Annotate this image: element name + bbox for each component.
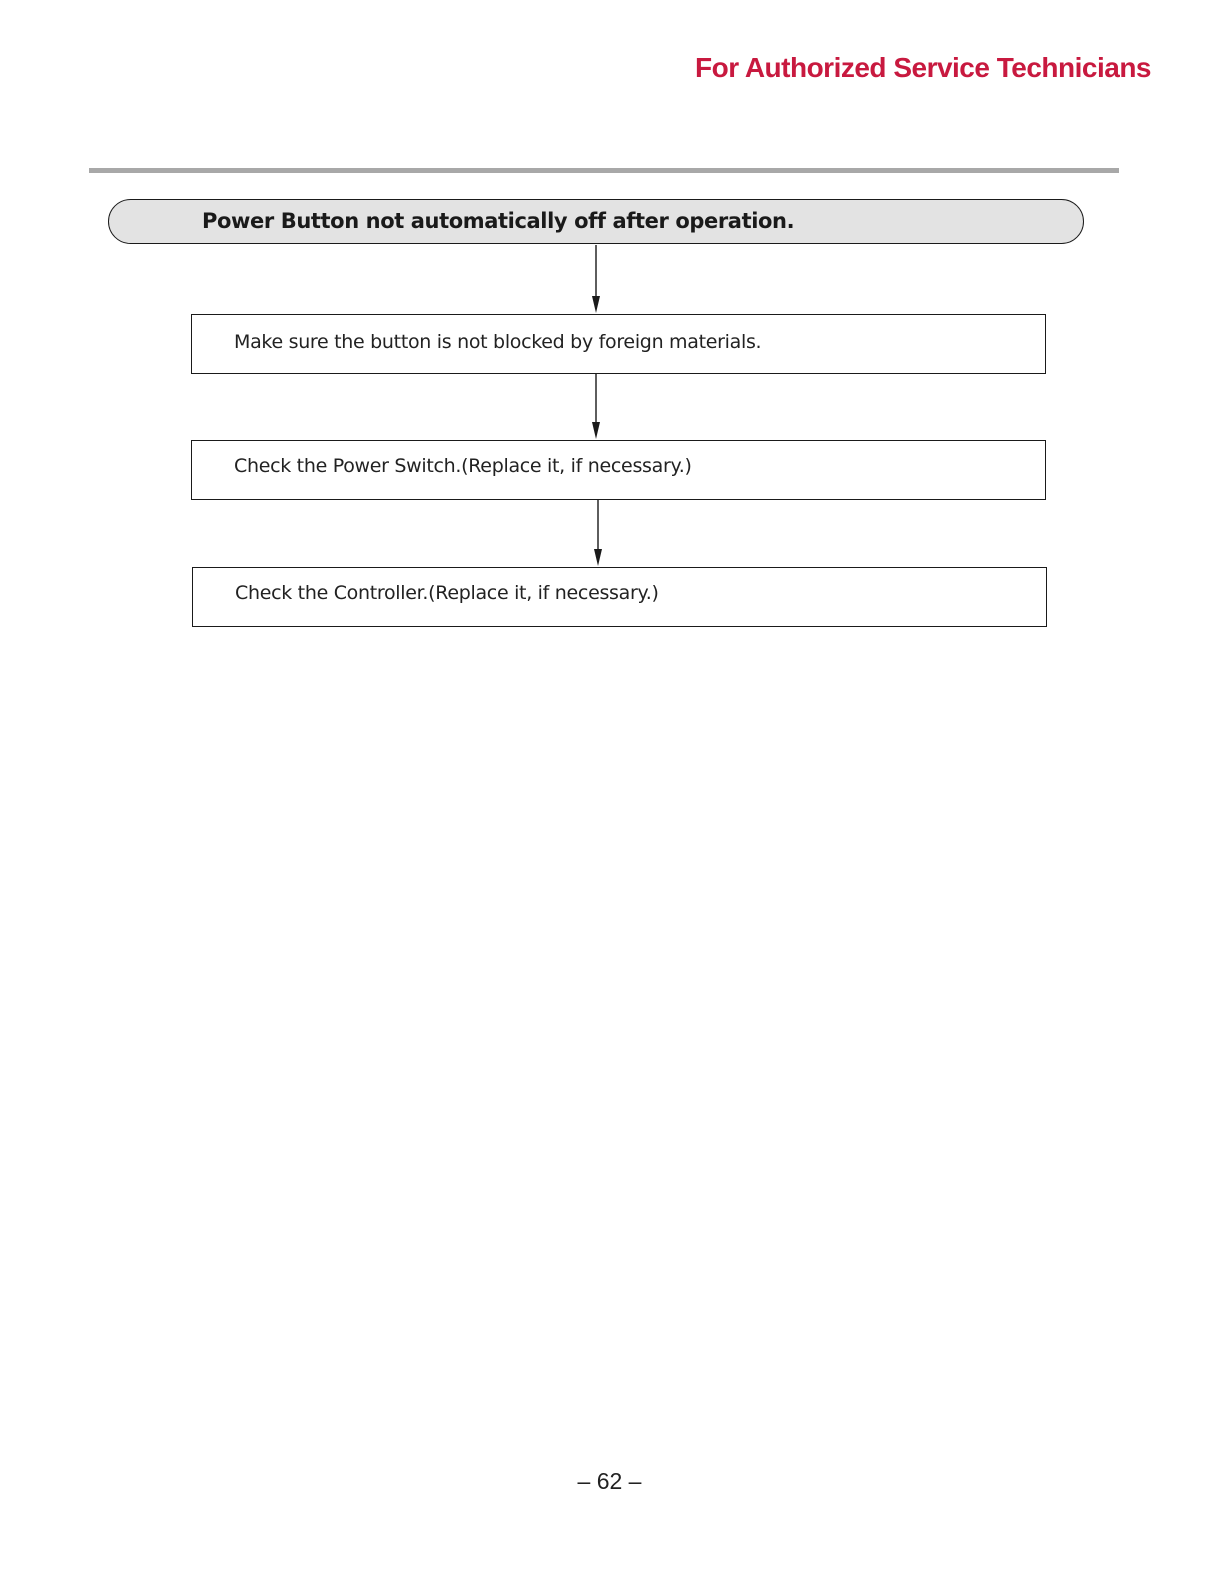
header-note: For Authorized Service Technicians — [694, 52, 1151, 83]
arrow-down-icon — [594, 549, 602, 566]
flowchart-step-2 — [191, 440, 1046, 500]
top-divider — [89, 168, 1119, 173]
step-3-text: Check the Controller.(Replace it, if necessary.) — [235, 582, 659, 604]
flowchart-step-1 — [191, 314, 1046, 374]
flowchart-title: Power Button not automatically off after operation. — [202, 209, 795, 233]
arrow-down-icon — [592, 296, 600, 313]
page-number: – 62 – — [577, 1468, 642, 1494]
connector-step-1-to-step-2 — [592, 374, 600, 439]
flowchart-step-3 — [192, 567, 1047, 627]
arrow-down-icon — [592, 422, 600, 439]
step-1-text: Make sure the button is not blocked by foreign materials. — [234, 331, 762, 353]
step-2-text: Check the Power Switch.(Replace it, if necessary.) — [234, 455, 692, 477]
flowchart-title-box — [108, 199, 1084, 244]
connector-title-to-step-1 — [592, 245, 600, 313]
connector-step-2-to-step-3 — [594, 500, 602, 566]
